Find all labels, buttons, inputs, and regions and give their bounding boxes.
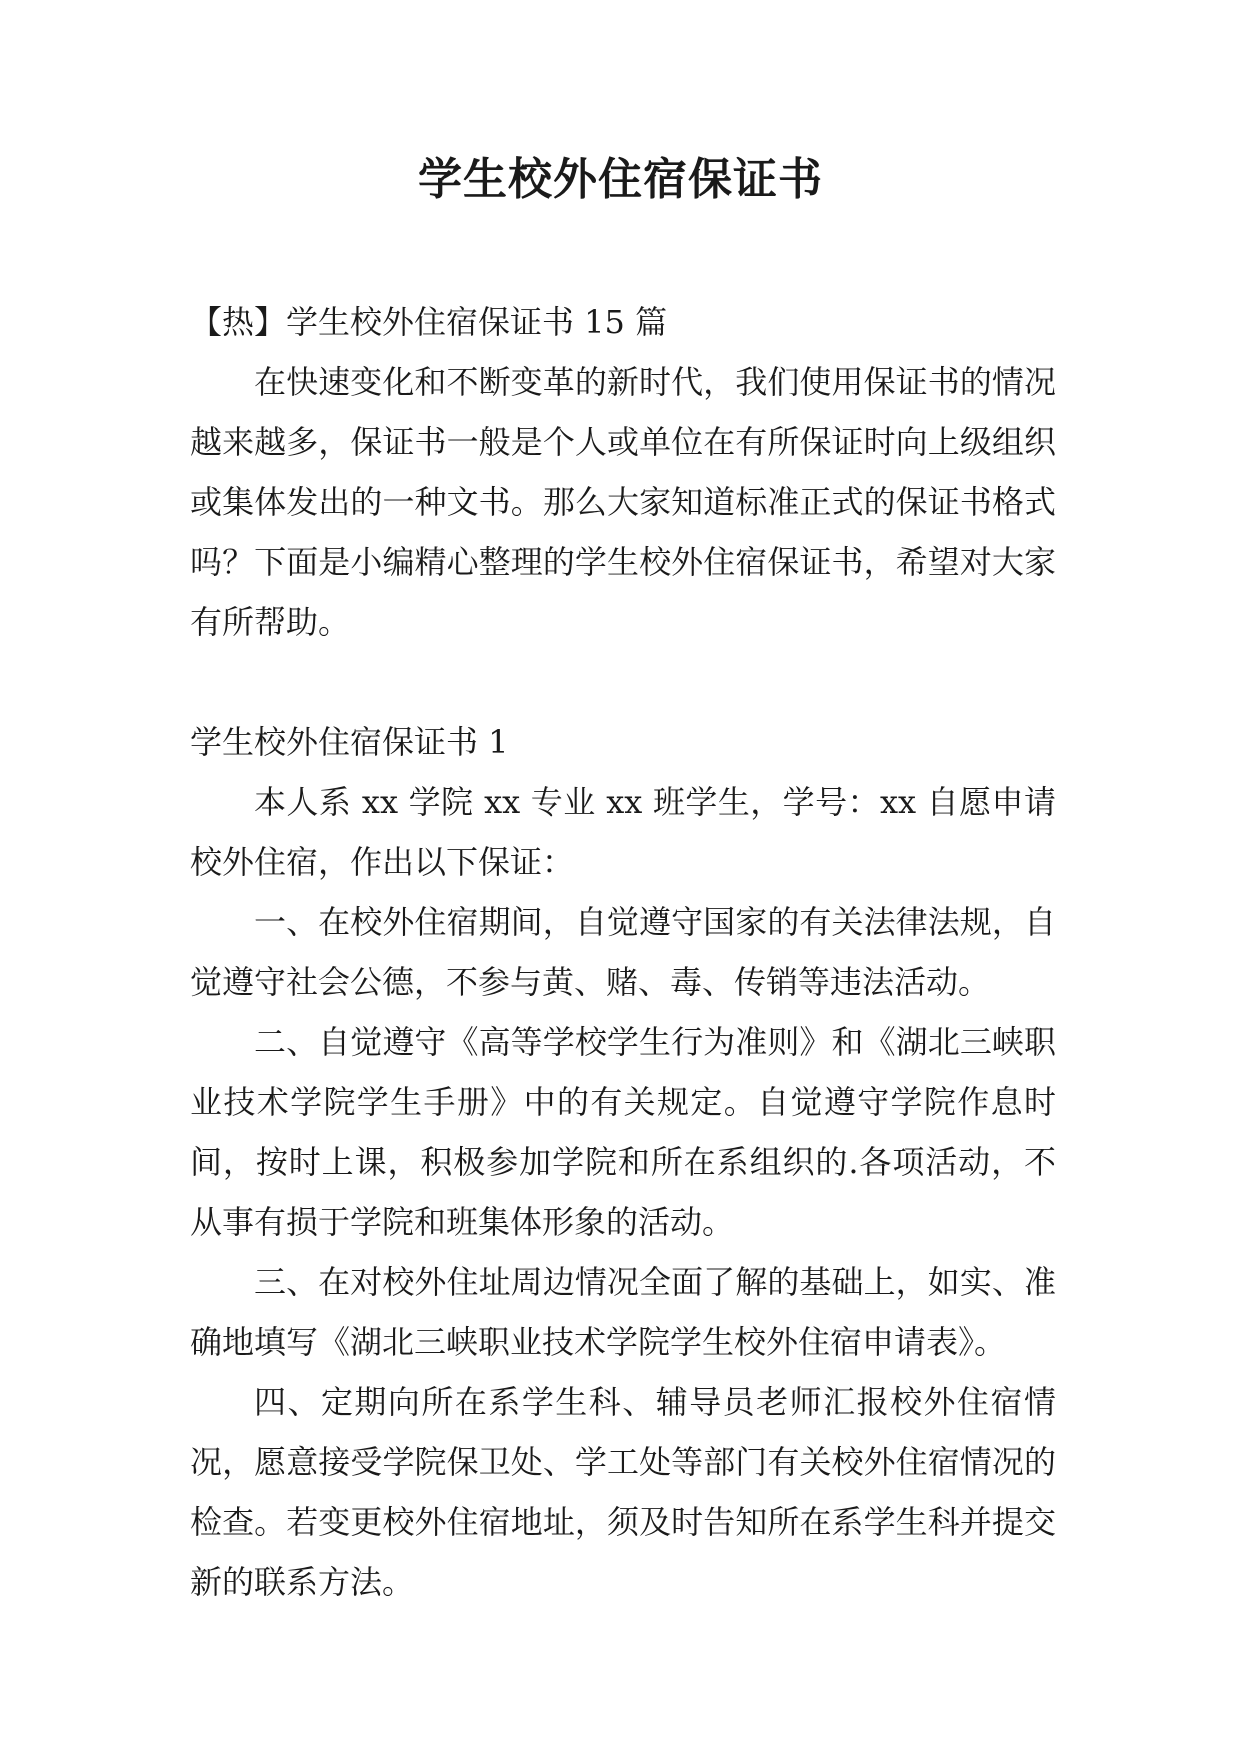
body-paragraph: 本人系 xx 学院 xx 专业 xx 班学生，学号：xx 自愿申请校外住宿，作出以下保证： [190,783,1056,881]
document-title: 学生校外住宿保证书 [418,154,823,205]
intro-paragraph: 在快速变化和不断变革的新时代，我们使用保证书的情况越来越多，保证书一般是个人或单位在有所保证时向上级组织或集体发出的一种文书。那么大家知道标准正式的保证书格式吗？下面是小编精心整理的学生校外住宿保证书，希望对大家有所帮助。 [190,363,1056,641]
section-heading: 学生校外住宿保证书 1 [190,723,509,761]
body-paragraph: 三、在对校外住址周边情况全面了解的基础上，如实、准确地填写《湖北三峡职业技术学院学生校外住宿申请表》。 [190,1263,1056,1361]
document-subtitle: 【热】学生校外住宿保证书 15 篇 [190,303,668,341]
body-paragraph: 二、自觉遵守《高等学校学生行为准则》和《湖北三峡职业技术学院学生手册》中的有关规定。自觉遵守学院作息时间，按时上课，积极参加学院和所在系组织的.各项活动，不从事有损于学院和班集体形象的活动。 [190,1023,1056,1241]
body-paragraph: 一、在校外住宿期间，自觉遵守国家的有关法律法规，自觉遵守社会公德，不参与黄、赌、毒、传销等违法活动。 [190,903,1056,1001]
body-paragraph: 四、定期向所在系学生科、辅导员老师汇报校外住宿情况，愿意接受学院保卫处、学工处等部门有关校外住宿情况的检查。若变更校外住宿地址，须及时告知所在系学生科并提交新的联系方法。 [190,1383,1056,1601]
document-body [190,292,1056,1612]
section-spacer [190,652,1056,712]
